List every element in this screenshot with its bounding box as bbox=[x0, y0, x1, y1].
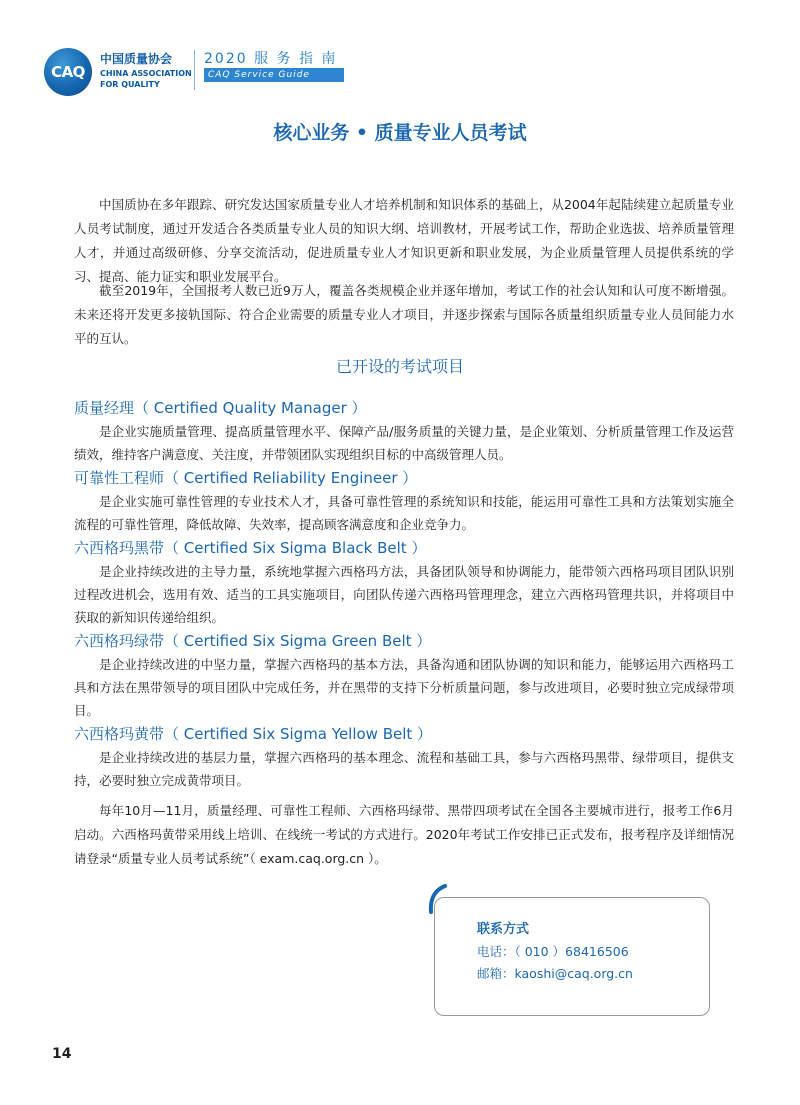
guide-title-cn: 2020 服 务 指 南 bbox=[204, 51, 338, 67]
contact-box bbox=[434, 897, 710, 1016]
page-title: 核心业务 • 质量专业人员考试 bbox=[273, 122, 527, 144]
org-name-cn: 中国质量协会 bbox=[100, 52, 173, 66]
exam-name: 六西格玛绿带（ Certified Six Sigma Green Belt ） bbox=[74, 632, 432, 650]
header-divider bbox=[194, 50, 195, 90]
exam-item-quality-manager bbox=[74, 396, 734, 466]
exam-item-green-belt bbox=[74, 629, 734, 722]
exam-item-reliability-engineer bbox=[74, 466, 734, 536]
org-name-en-line2: FOR QUALITY bbox=[100, 80, 160, 89]
intro-paragraph-1: 中国质协在多年跟踪、研究发达国家质量专业人才培养机制和知识体系的基础上，从2004年起陆续建立起质量专业人员考试制度，通过开发适合各类质量专业人员的知识大纲、培训教材，开展考试工作，帮助企业选拔、培养质量管理人才，并通过高级研修、分享交流活动，促进质量专业人才知识更新和职业发展，为企业质量管理人员提供系统的学习、提高、能力证实和职业发展平台。 bbox=[74, 196, 734, 284]
exam-description: 是企业持续改进的基层力量，掌握六西格玛的基本理念、流程和基础工具，参与六西格玛黑带、绿带项目，提供支持，必要时独立完成黄带项目。 bbox=[74, 750, 734, 788]
page-header bbox=[44, 44, 364, 104]
caq-logo: CAQ bbox=[44, 48, 92, 96]
exam-name: 六西格玛黑带（ Certified Six Sigma Black Belt ） bbox=[74, 539, 427, 557]
exam-name: 可靠性工程师（ Certified Reliability Engineer ） bbox=[74, 469, 418, 487]
exam-description: 是企业实施可靠性管理的专业技术人才，具备可靠性管理的系统知识和技能，能运用可靠性工具和方法策划实施全流程的可靠性管理，降低故障、失效率，提高顾客满意度和企业竞争力。 bbox=[74, 494, 734, 532]
exam-item-yellow-belt bbox=[74, 722, 734, 792]
exam-item-black-belt bbox=[74, 536, 734, 629]
contact-email: 邮箱：kaoshi@caq.org.cn bbox=[477, 966, 633, 981]
contact-phone: 电话：（ 010 ）68416506 bbox=[477, 944, 629, 959]
schedule-note: 每年10月—11月，质量经理、可靠性工程师、六西格玛绿带、黑带四项考试在全国各主要城市进行，报考工作6月启动。六西格玛黄带采用线上培训、在线统一考试的方式进行。2020年考试工作安排已正式发布，报考程序及详细情况请登录“质量专业人员考试系统”（ exam.caq.org.cn ）。 bbox=[74, 802, 734, 866]
exam-description: 是企业持续改进的中坚力量，掌握六西格玛的基本方法，具备沟通和团队协调的知识和能力，能够运用六西格玛工具和方法在黑带领导的项目团队中完成任务，并在黑带的支持下分析质量问题，参与改进项目，必要时独立完成绿带项目。 bbox=[74, 657, 734, 718]
org-name-en bbox=[100, 68, 192, 90]
exam-list bbox=[74, 396, 734, 792]
page-number: 14 bbox=[52, 1046, 72, 1062]
intro-paragraph-2: 截至2019年，全国报考人数已近9万人，覆盖各类规模企业并逐年增加，考试工作的社会认知和认可度不断增强。未来还将开发更多接轨国际、符合企业需要的质量专业人才项目，并逐步探索与国际各质量组织质量专业人员间能力水平的互认。 bbox=[74, 282, 734, 346]
exam-description: 是企业持续改进的主导力量，系统地掌握六西格玛方法，具备团队领导和协调能力，能带领六西格玛项目团队识别过程改进机会，选用有效、适当的工具实施项目，向团队传递六西格玛管理理念，建立六西格玛管理共识，并将项目中获取的新知识传递给组织。 bbox=[74, 564, 734, 625]
contact-title: 联系方式 bbox=[477, 922, 530, 937]
exam-name: 六西格玛黄带（ Certified Six Sigma Yellow Belt ） bbox=[74, 725, 433, 743]
guide-title-en: CAQ Service Guide bbox=[204, 68, 344, 82]
exam-name: 质量经理（ Certified Quality Manager ） bbox=[74, 399, 367, 417]
section-title: 已开设的考试项目 bbox=[335, 357, 464, 376]
org-name-en-line1: CHINA ASSOCIATION bbox=[100, 69, 192, 78]
exam-description: 是企业实施质量管理、提高质量管理水平、保障产品/服务质量的关键力量，是企业策划、分析质量管理工作及运营绩效，维持客户满意度、关注度，并带领团队实现组织目标的中高级管理人员。 bbox=[74, 424, 734, 462]
